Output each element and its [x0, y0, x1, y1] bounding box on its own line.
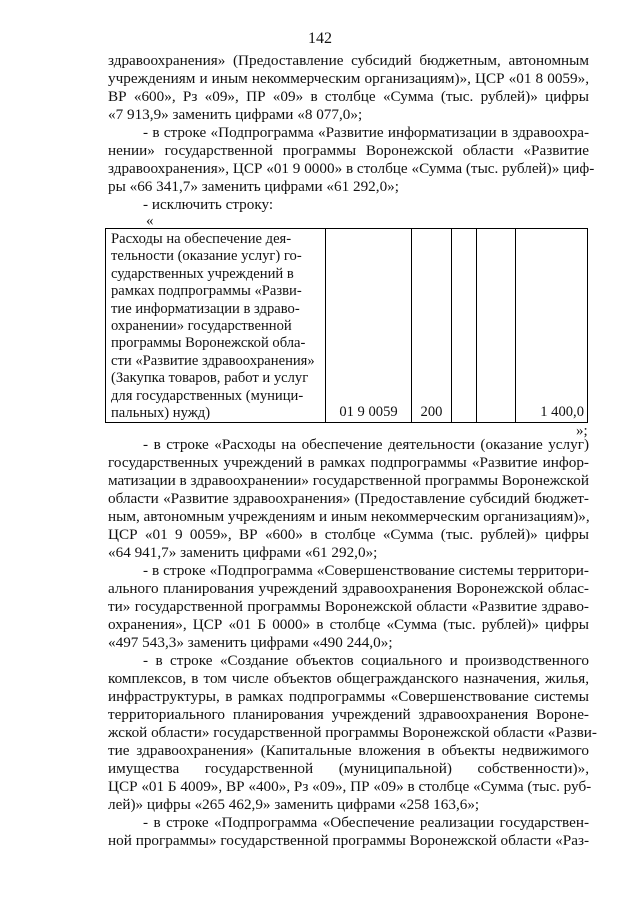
text-line: ЦСР «01 Б 4009», ВР «400», Рз «09», ПР «09» в столбце «Сумма (тыс. руб- [108, 778, 592, 795]
vr-cell: 200 [412, 229, 452, 423]
description-line: сударственных учреждений в [111, 265, 294, 282]
text-line: области «Развитие здравоохранения» (Предоставление субсидий бюджет- [108, 490, 589, 507]
code-cell: 01 9 0059 [326, 229, 412, 423]
description-line: программы Воронежской обла- [111, 335, 306, 352]
text-line: территориального планирования учреждений здравоохранения Вороне- [108, 706, 589, 723]
text-line: государственных учреждений в рамках подпрограммы «Развитие инфор- [108, 454, 589, 471]
description-line: (Закупка товаров, работ и услуг [111, 370, 309, 387]
text-line: нении» государственной программы Воронежской области «Развитие [108, 142, 589, 159]
text-line: «64 941,7» заменить цифрами «61 292,0»; [108, 544, 378, 561]
text-line: - в строке «Создание объектов социального и производственного [143, 652, 589, 669]
text-line: комплексов, в том числе объектов общегражданского назначения, жилья, [108, 670, 589, 687]
description-cell [106, 229, 326, 423]
text-line: лей)» цифры «265 462,9» заменить цифрами «258 163,6»; [108, 796, 480, 813]
quote-close: »; [576, 423, 588, 439]
text-line: матизации в здравоохранении» государственной программы Воронежской [108, 472, 589, 489]
description-line: тие информатизации в здраво- [111, 300, 300, 317]
text-line: имущества государственной (муниципальной) собственности)», [108, 760, 589, 777]
text-line: ЦСР «01 9 0059», ВР «600» в столбце «Сумма (тыс. рублей)» цифры [108, 526, 589, 543]
description-line: сти «Развитие здравоохранения» [111, 352, 315, 369]
description-line: охранении» государственной [111, 318, 292, 335]
text-line: ального планирования учреждений здравоохранения Воронежской облас- [108, 580, 589, 597]
text-line: здравоохранения» (Предоставление субсидий бюджетным, автономным [108, 52, 589, 69]
empty-cell [452, 229, 477, 423]
excluded-row-table [105, 228, 588, 423]
exclude-instruction: - исключить строку: [143, 196, 274, 213]
text-line: - в строке «Расходы на обеспечение деятельности (оказание услуг) [143, 436, 589, 453]
quote-open: « [146, 213, 154, 229]
text-line: ти» государственной программы Воронежской области «Развитие здраво- [108, 598, 589, 615]
description-line: рамках подпрограммы «Разви- [111, 283, 302, 300]
description-line: Расходы на обеспечение дея- [111, 231, 292, 247]
text-line: ВР «600», Рз «09», ПР «09» в столбце «Сумма (тыс. рублей)» цифры [108, 88, 589, 105]
description-line: тельности (оказание услуг) го- [111, 248, 302, 265]
text-line: - в строке «Подпрограмма «Совершенствование системы территори- [143, 562, 589, 579]
description-line: для государственных (муници- [111, 387, 304, 404]
text-line: здравоохранения», ЦСР «01 9 0000» в столбце «Сумма (тыс. рублей)» циф- [108, 160, 595, 177]
text-line: - в строке «Подпрограмма «Развитие информатизации в здравоохра- [143, 124, 589, 141]
text-line: тие здравоохранения» (Капитальные вложения в объекты недвижимого [108, 742, 589, 759]
text-line: охранения», ЦСР «01 Б 0000» в столбце «Сумма (тыс. рублей)» цифры [108, 616, 589, 633]
description-text [111, 231, 325, 422]
text-line: ной программы» государственной программы Воронежской области «Раз- [108, 832, 589, 849]
text-line: инфраструктуры, в рамках подпрограммы «Совершенствование системы [108, 688, 589, 705]
text-line: ры «66 341,7» заменить цифрами «61 292,0»; [108, 178, 399, 195]
text-line: учреждениям и иным некоммерческим организациям)», ЦСР «01 8 0059», [108, 70, 589, 87]
text-line: жской области» государственной программы Воронежской области «Разви- [108, 724, 597, 741]
text-line: ным, автономным учреждениям и иным некоммерческим организациям)», [108, 508, 590, 525]
table-row [106, 229, 588, 423]
empty-cell [477, 229, 516, 423]
text-line: «7 913,9» заменить цифрами «8 077,0»; [108, 106, 363, 123]
text-line: «497 543,3» заменить цифрами «490 244,0»; [108, 634, 393, 651]
amount-cell: 1 400,0 [516, 229, 588, 423]
text-line: - в строке «Подпрограмма «Обеспечение реализации государствен- [143, 814, 589, 831]
description-line: пальных) нужд) [111, 405, 211, 422]
page-number: 142 [308, 30, 332, 47]
